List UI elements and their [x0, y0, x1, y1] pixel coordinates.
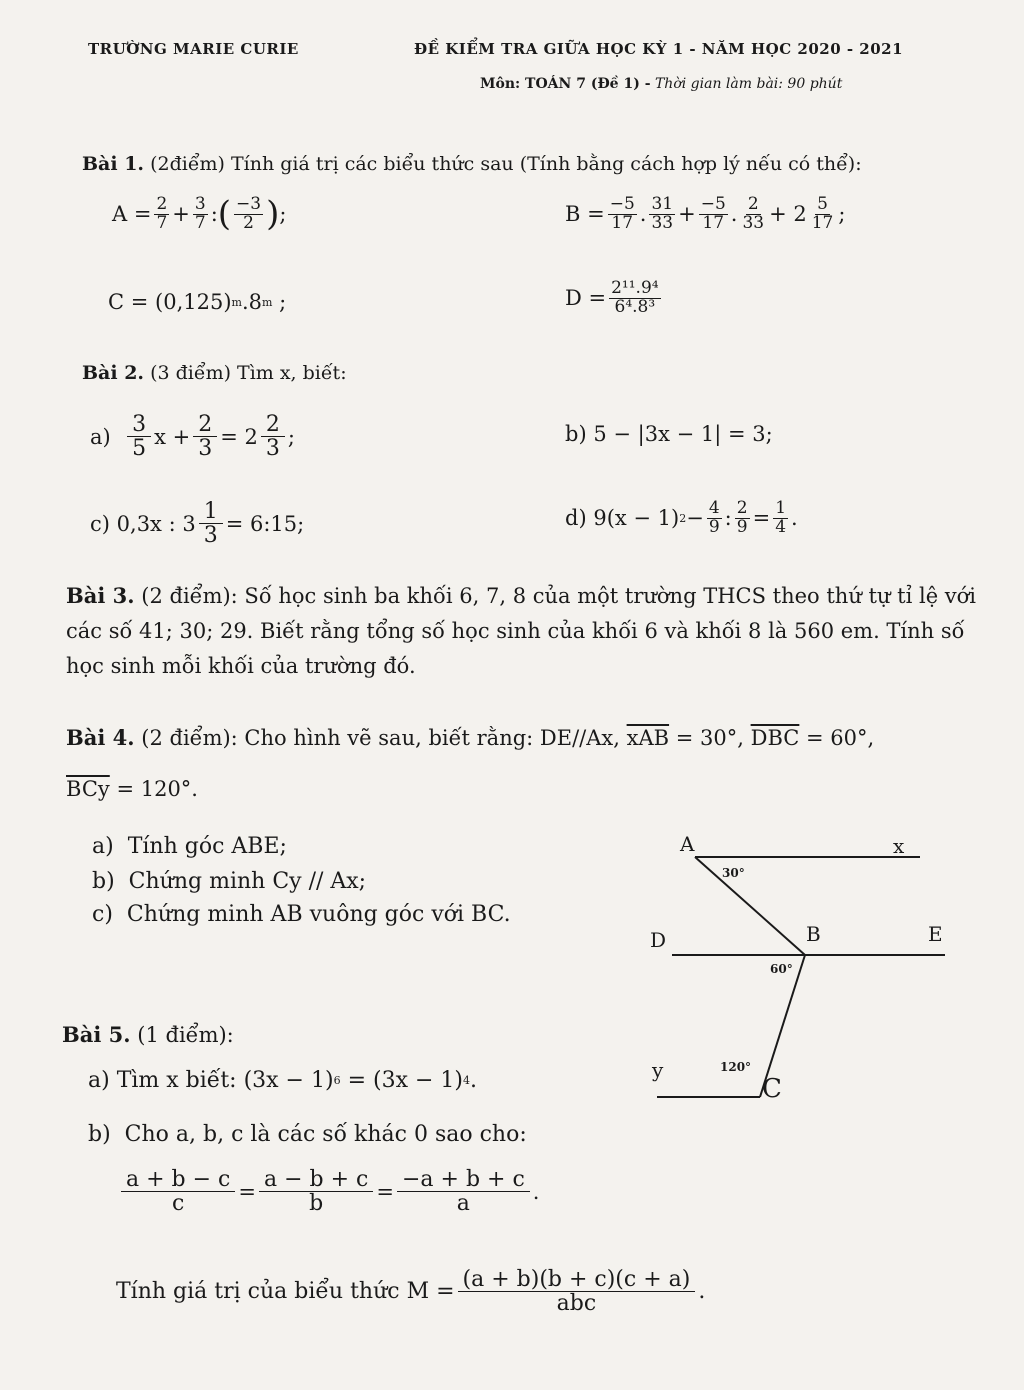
bai2-b: b) 5 − |3x − 1| = 3; — [565, 422, 773, 446]
bai3-paragraph — [66, 578, 1006, 684]
bai2-a: a) $\frac{3}{5}$ x + $\frac{2}{3}$ = 2 $\frac{2}{3}$ ; — [90, 412, 295, 462]
geometry-figure — [640, 825, 970, 1110]
school-name: TRƯỜNG MARIE CURIE — [88, 40, 299, 58]
bai4-label: Bài 4. — [66, 725, 135, 750]
subject-line — [480, 76, 842, 92]
bai2-text: (3 điểm) Tìm x, biết: — [150, 362, 347, 384]
angle-label-120: 120° — [720, 1060, 752, 1074]
bai5-heading — [62, 1022, 234, 1047]
bai2-d: d) 9(x − 1) 2 − $\frac{4}{9}$ : $\frac{2}{9}$ = $\frac{1}{4}$ . — [565, 498, 798, 537]
bai2-c: c) 0,3x : 3 $\frac{1}{3}$ = 6:15; — [90, 499, 305, 549]
bai5-text: (1 điểm): — [137, 1023, 234, 1047]
bai4-item-c: c) Chứng minh AB vuông góc với BC. — [92, 902, 511, 927]
bai4-text: (2 điểm): Cho hình vẽ sau, biết rằng: DE//Ax, — [141, 726, 620, 750]
angle-label-30: 30° — [722, 866, 745, 880]
angle-dbc: $\overline{DBC}$ — [750, 726, 800, 750]
expr-D: D = $\frac{\text{2¹¹.9⁴}}{\text{6⁴.8³}}$ — [565, 278, 659, 317]
bai3-label: Bài 3. — [66, 583, 135, 608]
bai4-item-a: a) Tính góc ABE; — [92, 834, 287, 859]
label-c: C — [762, 1074, 782, 1104]
label-d: D — [650, 928, 667, 952]
bai3-text: (2 điểm): Số học sinh ba khối 6, 7, 8 của một trường THCS theo thứ tự tỉ lệ với các số 41; 30; 29. Biết rằng tổng số học sinh của khối 6 và khối 8 là 560 em. Tính số học sinh mỗi khối của trường đó. — [66, 584, 977, 678]
subject: Môn: TOÁN 7 (Đề 1) - — [480, 76, 651, 92]
bai5-label: Bài 5. — [62, 1022, 131, 1047]
label-e: E — [928, 922, 943, 946]
expr-B: B = $\frac{-5}{17}$ . $\frac{31}{33}$ + $\frac{-5}{17}$ . $\frac{2}{33}$ + 2 $\frac{5}{17}$ ; — [565, 194, 846, 233]
expr-C: C = (0,125) m .8 m ; — [108, 290, 287, 314]
time-limit: Thời gian làm bài: 90 phút — [654, 76, 843, 92]
expr-A: A = $\frac{2}{7}$ + $\frac{3}{7}$ : ( $\frac{-3}{2}$ ) ; — [112, 194, 287, 235]
bai4-paragraph: Bài 4. (2 điểm): Cho hình vẽ sau, biết rằng: DE//Ax, $\overline{xAB} = 30^\circ$, $\overline{DBC} = 60^\circ$, — [66, 725, 875, 750]
bai4-angle-bcy: $\overline{BCy} = 120^\circ$. — [66, 777, 198, 801]
bai5-b-text: b) Cho a, b, c là các số khác 0 sao cho: — [88, 1122, 527, 1147]
bai5-b-question: Tính giá trị của biểu thức M = $\frac{(a + b)(b + c)(c + a)}{\text{abc}}$ . — [116, 1267, 706, 1317]
bai1-points: (2điểm) — [150, 153, 225, 175]
bai5-a: a) Tìm x biết: (3x − 1) 6 = (3x − 1) 4 . — [88, 1068, 477, 1093]
exam-title: ĐỀ KIỂM TRA GIỮA HỌC KỲ 1 - NĂM HỌC 2020 - 2021 — [414, 40, 904, 58]
bai5-b-ratios: $\frac{a + b - c}{c}$ = $\frac{a - b + c}{b}$ = $\frac{-a + b + c}{a}$ . — [118, 1168, 539, 1215]
bai4-item-b: b) Chứng minh Cy // Ax; — [92, 869, 367, 894]
bai2-heading — [82, 362, 347, 384]
angle-xab: $\overline{xAB}$ — [626, 726, 670, 750]
bai1-label: Bài 1. — [82, 153, 145, 175]
angle-label-60: 60° — [770, 962, 793, 976]
label-x: x — [893, 834, 905, 858]
label-a: A — [680, 832, 695, 856]
bai1-heading — [82, 153, 862, 175]
bai1-text: Tính giá trị các biểu thức sau (Tính bằng cách hợp lý nếu có thể): — [231, 153, 862, 175]
bai2-label: Bài 2. — [82, 362, 145, 384]
label-y: y — [652, 1058, 664, 1082]
segment-ab — [695, 857, 805, 955]
label-b: B — [806, 922, 821, 946]
